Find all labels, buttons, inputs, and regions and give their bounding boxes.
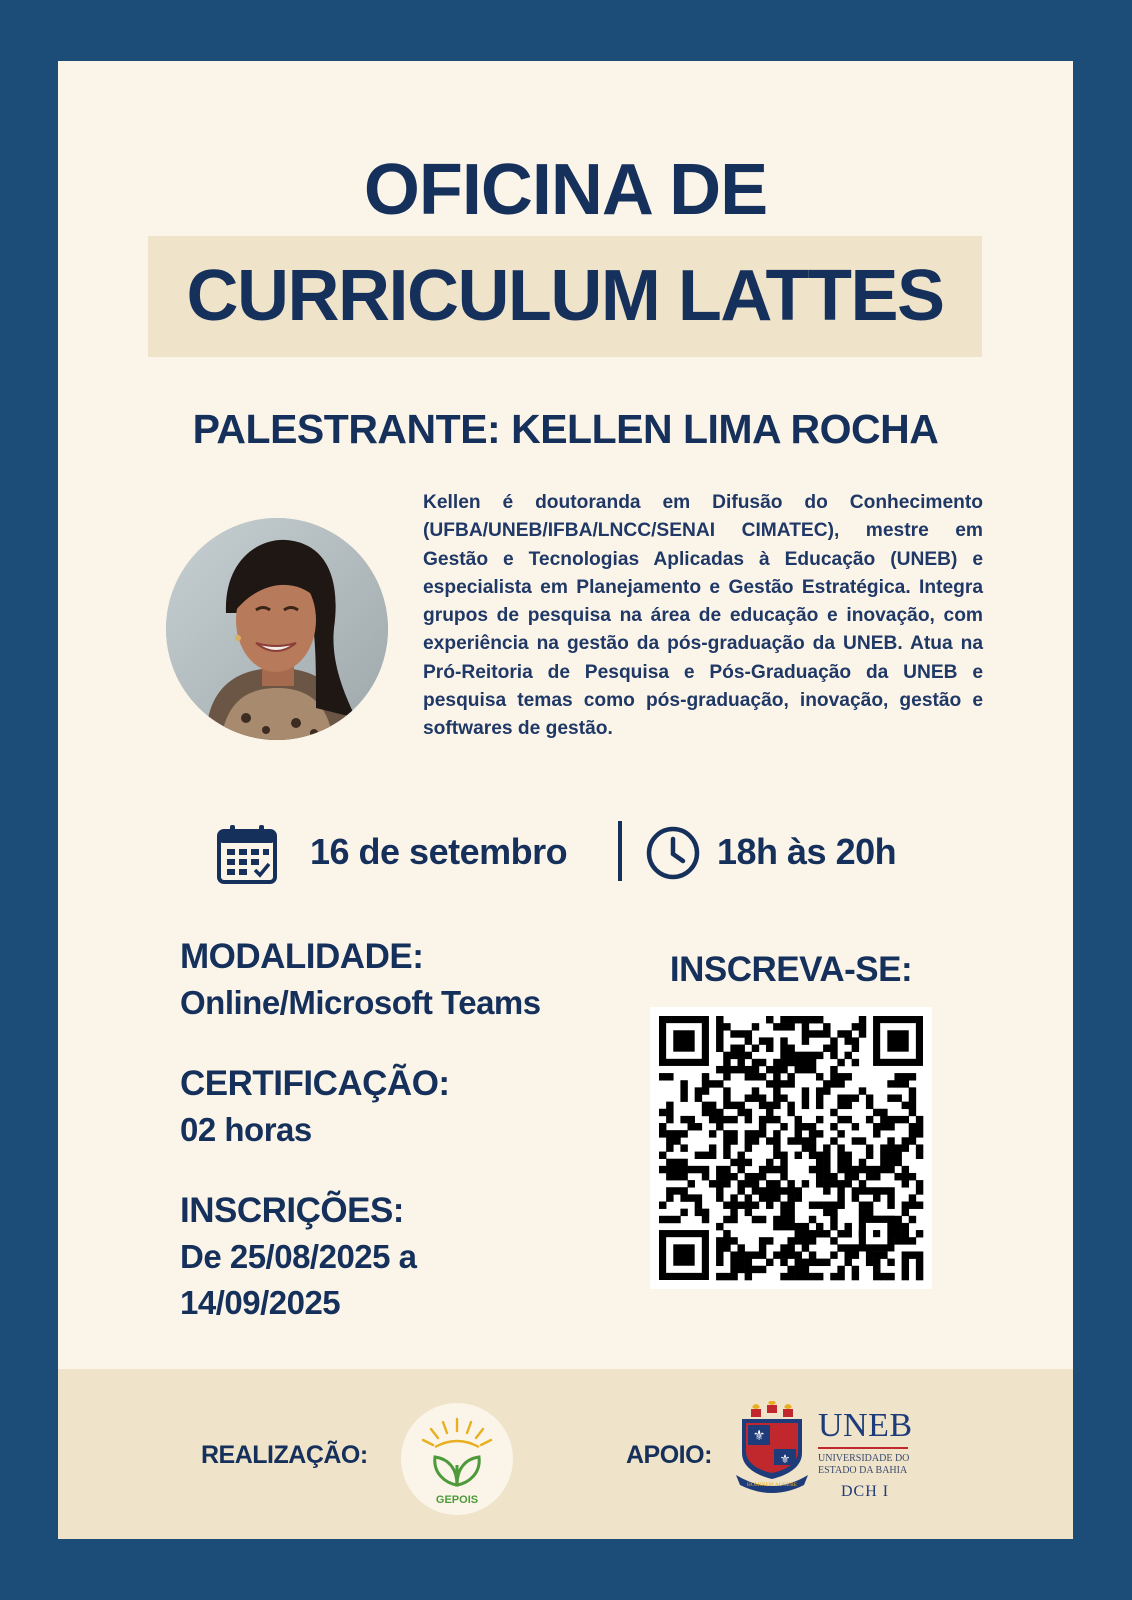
modalidade-block bbox=[180, 934, 660, 1026]
uneb-red-line bbox=[818, 1447, 908, 1449]
gepois-logo bbox=[401, 1403, 513, 1515]
clock-icon bbox=[645, 825, 701, 881]
title-line-1: OFICINA DE bbox=[363, 150, 768, 230]
speaker-bio: Kellen é doutoranda em Difusão do Conhecimento (UFBA/UNEB/IFBA/LNCC/SENAI CIMATEC), mestre em Gestão e Tecnologias Aplicadas à Educação (UNEB) e especialista em Planejamento e Gestão Estratégica. Integra grupos de pesquisa na área de educação e inovação, com experiência na gestão da pós-graduação da UNEB. Atua na Pró-Reitoria de Pesquisa e Pós-Graduação da UNEB e pesquisa temas como pós-graduação, inovação, gestão e softwares de gestão. bbox=[423, 492, 983, 740]
event-time: 18h às 20h bbox=[717, 831, 897, 872]
inscricoes-value-line-2: 14/09/2025 bbox=[180, 1284, 341, 1321]
poster bbox=[58, 61, 1073, 1539]
schedule-divider bbox=[618, 821, 622, 881]
apoio-label: APOIO: bbox=[626, 1441, 712, 1469]
uneb-subtitle bbox=[818, 1453, 918, 1477]
modalidade-value: Online/Microsoft Teams bbox=[180, 984, 541, 1021]
gepois-logo-text: GEPOIS bbox=[435, 1494, 479, 1506]
inscricoes-label: INSCRIÇÕES: bbox=[180, 1191, 404, 1230]
calendar-icon bbox=[216, 823, 278, 885]
realizacao-label: REALIZAÇÃO: bbox=[201, 1441, 368, 1469]
certificacao-block bbox=[180, 1061, 660, 1153]
speaker-heading: PALESTRANTE: KELLEN LIMA ROCHA bbox=[192, 406, 939, 452]
svg-text:⚜: ⚜ bbox=[779, 1452, 791, 1466]
speaker-portrait-illustration bbox=[166, 518, 388, 740]
certificacao-value: 02 horas bbox=[180, 1111, 312, 1148]
uneb-motto-text: HOMINEM AUGERE bbox=[746, 1482, 798, 1488]
uneb-name: UNEB bbox=[818, 1407, 913, 1444]
signup-qr-code[interactable] bbox=[650, 1007, 932, 1289]
event-schedule bbox=[58, 819, 1073, 887]
uneb-subtitle-line-2: ESTADO DA BAHIA bbox=[818, 1465, 908, 1476]
inscricoes-block bbox=[180, 1188, 660, 1326]
uneb-subtitle-line-1: UNIVERSIDADE DO bbox=[818, 1453, 910, 1464]
svg-text:⚜: ⚜ bbox=[752, 1427, 766, 1443]
inscricoes-value-line-1: De 25/08/2025 a bbox=[180, 1238, 417, 1275]
uneb-crest-icon bbox=[734, 1401, 810, 1493]
footer-band bbox=[58, 1369, 1073, 1539]
uneb-department: DCH I bbox=[841, 1483, 890, 1500]
event-date: 16 de setembro bbox=[310, 831, 568, 872]
speaker-photo bbox=[166, 518, 388, 740]
signup-label: INSCREVA-SE: bbox=[669, 950, 913, 989]
title-line-2: CURRICULUM LATTES bbox=[186, 256, 944, 336]
modalidade-label: MODALIDADE: bbox=[180, 937, 424, 976]
qr-code-graphic bbox=[650, 1007, 932, 1289]
certificacao-label: CERTIFICAÇÃO: bbox=[180, 1064, 450, 1103]
